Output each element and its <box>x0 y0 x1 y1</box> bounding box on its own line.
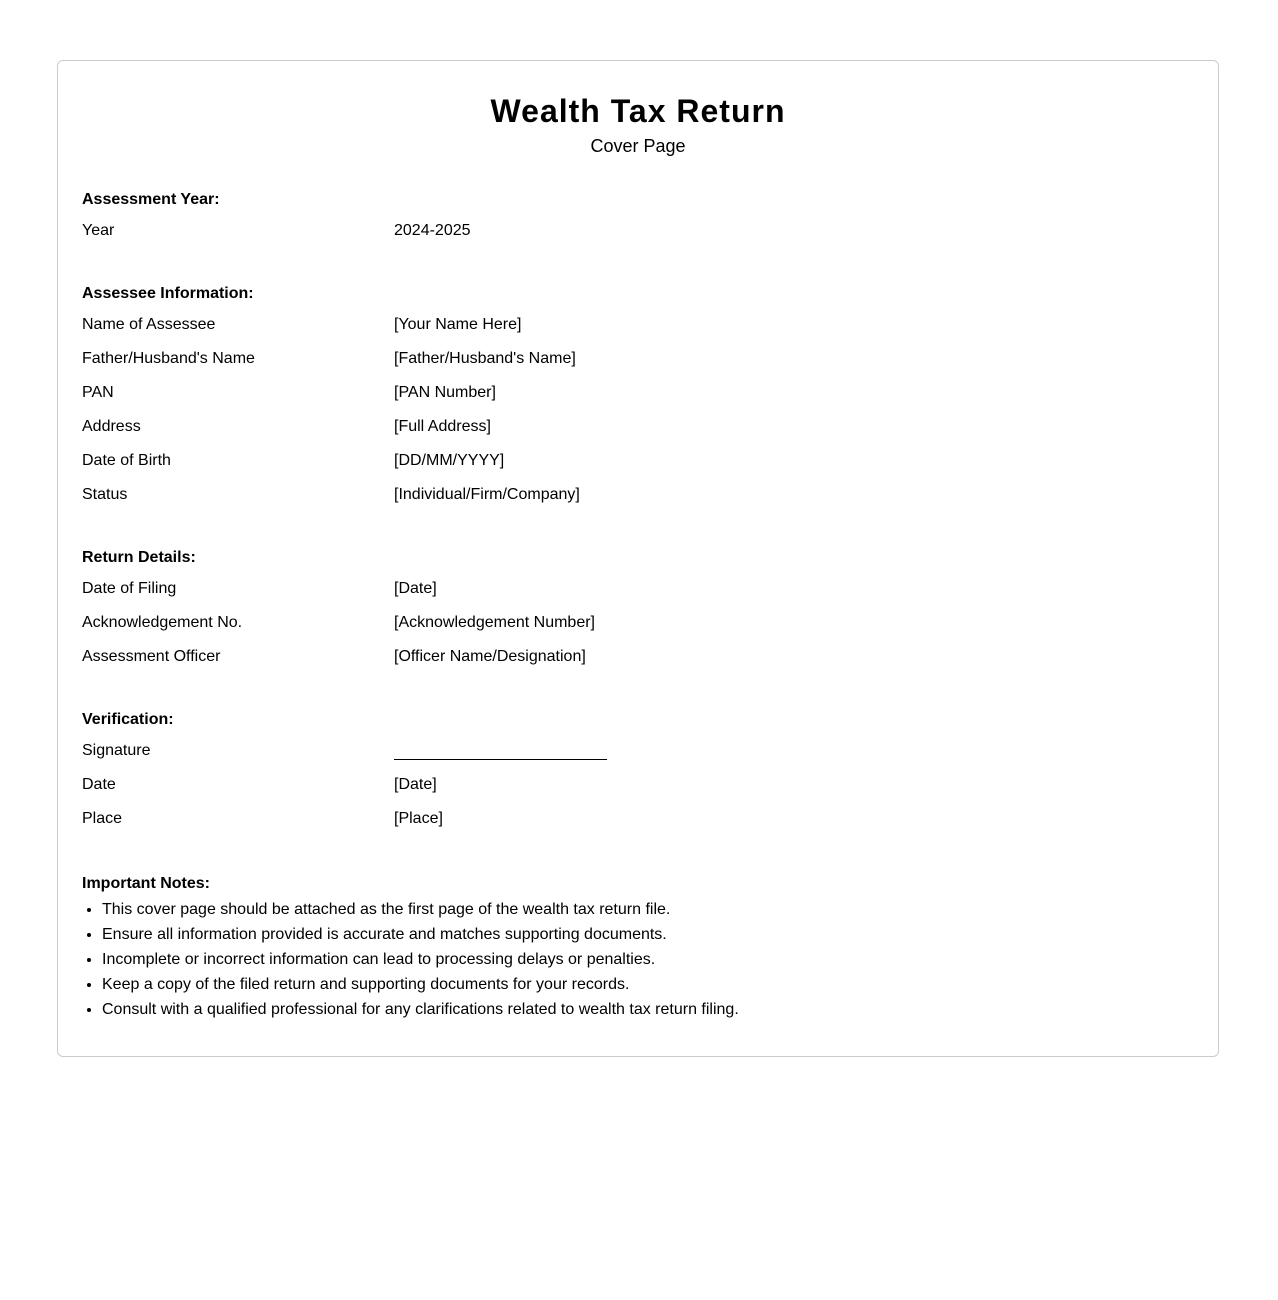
field-value: [Full Address] <box>394 418 491 435</box>
field-value: [Individual/Firm/Company] <box>394 486 580 503</box>
list-item: • This cover page should be attached as the first page of the wealth tax return file. <box>102 897 1194 922</box>
field-value: [PAN Number] <box>394 384 496 401</box>
field-value: 2024-2025 <box>394 222 471 239</box>
section-heading: Important Notes: <box>82 875 210 892</box>
field-row-father-husband-name <box>82 342 1194 376</box>
field-label: Father/Husband's Name <box>82 350 255 367</box>
page-title: Wealth Tax Return <box>490 93 786 129</box>
list-item: • Ensure all information provided is accurate and matches supporting documents. <box>102 922 1194 947</box>
field-label: Name of Assessee <box>82 316 216 333</box>
section-heading: Assessment Year: <box>82 191 220 208</box>
assessment-year-section <box>82 190 1194 248</box>
field-row-acknowledgement-no <box>82 606 1194 640</box>
verification-section <box>82 710 1194 836</box>
field-label: Place <box>82 810 123 827</box>
section-heading: Assessee Information: <box>82 285 254 302</box>
field-row-pan <box>82 376 1194 410</box>
field-row-year <box>82 214 1194 248</box>
field-value: [Date] <box>394 776 437 793</box>
signature-line <box>394 759 607 760</box>
field-value: [Date] <box>394 580 437 597</box>
field-row-date-of-filing <box>82 572 1194 606</box>
field-value: [Place] <box>394 810 443 827</box>
field-row-place <box>82 802 1194 836</box>
cover-page-card <box>57 60 1219 1057</box>
field-row-address <box>82 410 1194 444</box>
field-label: Status <box>82 486 128 503</box>
page-subtitle: Cover Page <box>590 136 686 156</box>
field-row-signature <box>82 734 1194 768</box>
field-row-assessment-officer <box>82 640 1194 674</box>
field-label: Assessment Officer <box>82 648 221 665</box>
field-label: Address <box>82 418 141 435</box>
field-value: [Officer Name/Designation] <box>394 648 586 665</box>
section-heading: Return Details: <box>82 549 196 566</box>
field-label: Date of Filing <box>82 580 177 597</box>
field-label: Year <box>82 222 115 239</box>
field-value: [Father/Husband's Name] <box>394 350 576 367</box>
field-label: Signature <box>82 742 151 759</box>
field-value: [Your Name Here] <box>394 316 522 333</box>
field-value <box>394 742 1194 760</box>
field-value: [DD/MM/YYYY] <box>394 452 505 469</box>
list-item: • Incomplete or incorrect information can lead to processing delays or penalties. <box>102 947 1194 972</box>
assessee-information-section <box>82 284 1194 512</box>
field-label: Date of Birth <box>82 452 171 469</box>
important-notes-section <box>82 874 1194 1022</box>
field-label: Acknowledgement No. <box>82 614 243 631</box>
section-heading: Verification: <box>82 711 174 728</box>
list-item: • Consult with a qualified professional for any clarifications related to wealth tax return filing. <box>102 997 1194 1022</box>
return-details-section <box>82 548 1194 674</box>
field-label: PAN <box>82 384 114 401</box>
field-row-name-of-assessee <box>82 308 1194 342</box>
field-value: [Acknowledgement Number] <box>394 614 595 631</box>
list-item: • Keep a copy of the filed return and supporting documents for your records. <box>102 972 1194 997</box>
notes-list <box>82 897 1194 1022</box>
field-row-date-of-birth <box>82 444 1194 478</box>
field-label: Date <box>82 776 116 793</box>
field-row-date <box>82 768 1194 802</box>
field-row-status <box>82 478 1194 512</box>
